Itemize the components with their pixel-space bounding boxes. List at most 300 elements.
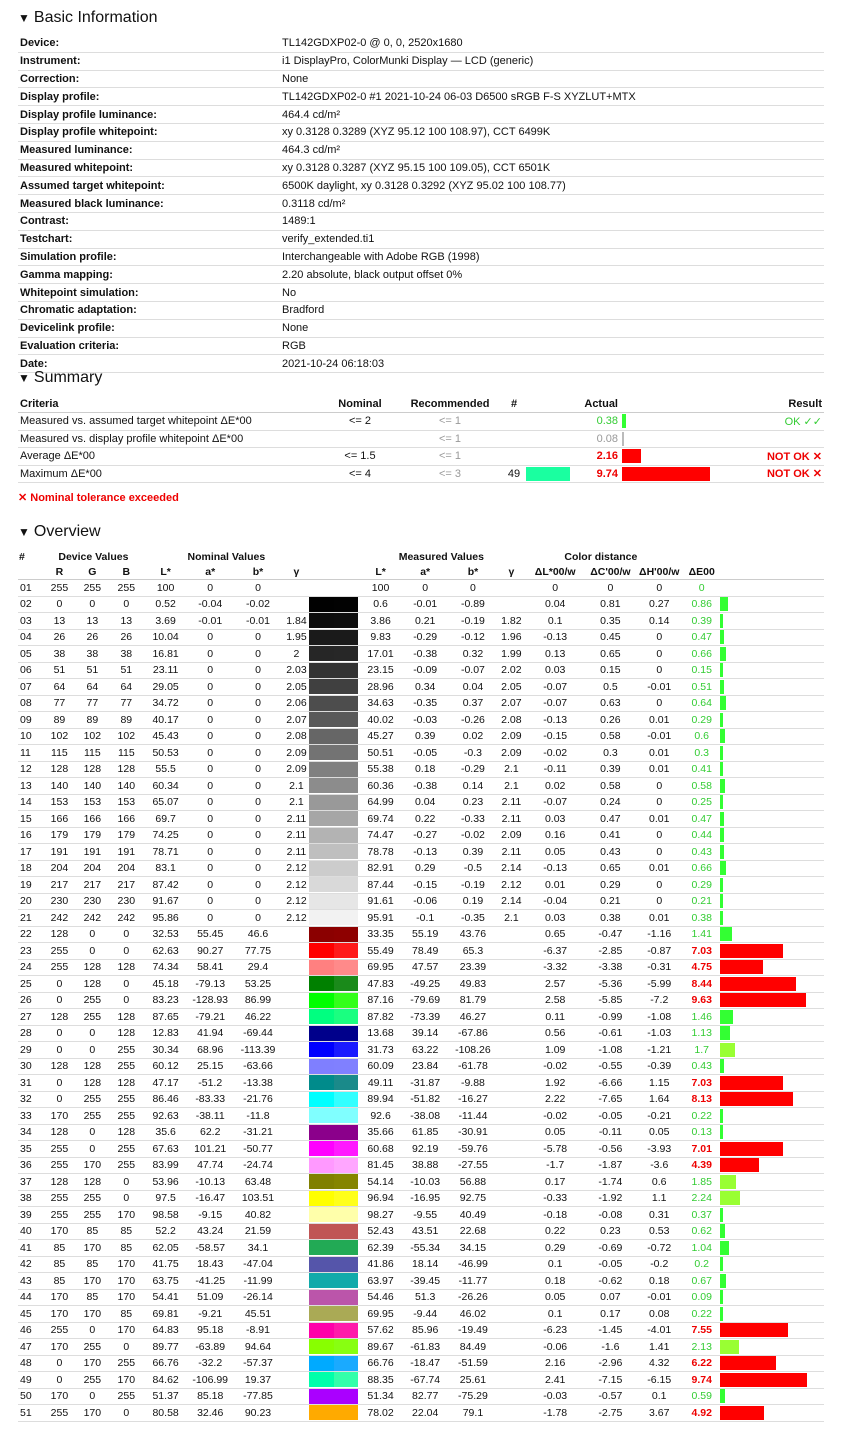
overview-row xyxy=(18,1091,824,1108)
measured-color-swatch xyxy=(334,712,358,727)
ov-col-header: B xyxy=(122,565,131,578)
ov-cell: 69.7 xyxy=(143,811,188,828)
ov-cell: 87.44 xyxy=(358,877,403,894)
ov-de-bar-cell xyxy=(720,596,824,613)
ov-de-bar-cell xyxy=(720,745,824,762)
ov-cell: 255 xyxy=(43,1190,75,1207)
ov-cell: -0.07 xyxy=(447,662,498,679)
ov-cell: 10.04 xyxy=(143,629,188,646)
ov-num: 23 xyxy=(18,943,43,960)
collapse-triangle-icon[interactable]: ▼ xyxy=(18,371,30,385)
ov-col-header: L* xyxy=(160,565,171,578)
collapse-triangle-icon[interactable]: ▼ xyxy=(18,525,30,539)
ov-cell: 2.09 xyxy=(498,728,524,745)
ov-num: 14 xyxy=(18,794,43,811)
ov-cell: 255 xyxy=(75,1108,109,1125)
ov-cell: 0 xyxy=(635,646,684,663)
ov-cell: 87.42 xyxy=(143,877,188,894)
ov-cell: -30.91 xyxy=(447,1124,498,1141)
ov-cell: -0.87 xyxy=(635,943,684,960)
ov-de-bar-cell xyxy=(720,1306,824,1323)
ov-cell: 84.62 xyxy=(143,1372,188,1389)
ov-cell: 77 xyxy=(109,695,143,712)
ov-cell: 140 xyxy=(75,778,109,795)
ov-swatch xyxy=(309,959,358,976)
nominal-color-swatch xyxy=(309,663,333,678)
overview-row xyxy=(18,1322,824,1339)
ov-cell: -8.91 xyxy=(233,1322,284,1339)
ov-cell xyxy=(498,1322,524,1339)
ov-cell: -51.59 xyxy=(447,1355,498,1372)
measured-color-swatch xyxy=(334,1273,358,1288)
measured-color-swatch xyxy=(334,1174,358,1189)
ov-cell: -18.47 xyxy=(403,1355,448,1372)
ov-num: 08 xyxy=(18,695,43,712)
ov-cell: 62.2 xyxy=(188,1124,233,1141)
ov-de: 0.62 xyxy=(684,1223,720,1240)
ov-cell: 170 xyxy=(43,1223,75,1240)
ov-de: 0.67 xyxy=(684,1273,720,1290)
ov-de: 0.44 xyxy=(684,827,720,844)
ov-de-bar-cell xyxy=(720,728,824,745)
ov-de-bar xyxy=(720,713,723,727)
ov-num: 36 xyxy=(18,1157,43,1174)
overview-row xyxy=(18,1025,824,1042)
info-value: Interchangeable with Adobe RGB (1998) xyxy=(280,248,824,266)
ov-cell: 255 xyxy=(43,580,75,597)
ov-cell: 32.46 xyxy=(188,1405,233,1422)
ov-cell: -0.05 xyxy=(586,1108,635,1125)
ov-cell xyxy=(498,1108,524,1125)
ov-cell: 0.19 xyxy=(447,893,498,910)
info-key: Display profile: xyxy=(18,88,280,106)
ov-de-bar xyxy=(720,1043,735,1057)
ov-swatch xyxy=(309,1322,358,1339)
ov-swatch xyxy=(309,811,358,828)
measured-color-swatch xyxy=(334,877,358,892)
ov-cell: 89.77 xyxy=(143,1339,188,1356)
ov-cell: -31.87 xyxy=(403,1075,448,1092)
measured-color-swatch xyxy=(334,679,358,694)
ov-de: 0.66 xyxy=(684,860,720,877)
ov-cell: 242 xyxy=(75,910,109,927)
nominal-color-swatch xyxy=(309,1257,333,1272)
ov-cell: 40.02 xyxy=(358,712,403,729)
measured-color-swatch xyxy=(334,1339,358,1354)
ov-swatch xyxy=(309,1289,358,1306)
nominal-color-swatch xyxy=(309,1108,333,1123)
ov-num: 47 xyxy=(18,1339,43,1356)
ov-cell: 63.75 xyxy=(143,1273,188,1290)
ov-cell: 0.05 xyxy=(524,1289,586,1306)
ov-cell: 0.13 xyxy=(524,646,586,663)
ov-de-bar-cell xyxy=(720,1009,824,1026)
ov-de-bar xyxy=(720,746,723,760)
ov-cell: 128 xyxy=(109,761,143,778)
ov-cell: 13 xyxy=(43,613,75,630)
ov-cell: 0.27 xyxy=(635,596,684,613)
ov-cell: 217 xyxy=(43,877,75,894)
ov-cell: 0.05 xyxy=(635,1124,684,1141)
ov-cell: 45.51 xyxy=(233,1306,284,1323)
ov-cell: 65.3 xyxy=(447,943,498,960)
ov-cell: 2.1 xyxy=(498,910,524,927)
ov-cell: 2.1 xyxy=(498,761,524,778)
summary-count-bar-cell xyxy=(526,430,576,448)
ov-cell: 78.02 xyxy=(358,1405,403,1422)
ov-cell: 85 xyxy=(109,1240,143,1257)
ov-cell: 64 xyxy=(43,679,75,696)
ov-cell: -0.1 xyxy=(403,910,448,927)
ov-de: 4.92 xyxy=(684,1405,720,1422)
overview-row xyxy=(18,926,824,943)
ov-cell: 43.24 xyxy=(188,1223,233,1240)
ov-cell xyxy=(498,926,524,943)
ov-cell: 39.14 xyxy=(403,1025,448,1042)
summary-recommended: <= 1 xyxy=(398,448,502,466)
ov-swatch xyxy=(309,580,358,597)
ov-cell: 0 xyxy=(109,1190,143,1207)
ov-cell: -1.08 xyxy=(586,1042,635,1059)
ov-cell: -0.56 xyxy=(586,1141,635,1158)
ov-cell xyxy=(498,580,524,597)
ov-cell: 0.16 xyxy=(524,827,586,844)
overview-row xyxy=(18,1174,824,1191)
nominal-color-swatch xyxy=(309,1290,333,1305)
ov-num: 18 xyxy=(18,860,43,877)
ov-cell: 86.99 xyxy=(233,992,284,1009)
ov-cell: -0.19 xyxy=(447,877,498,894)
basic-info-heading[interactable]: ▼ Basic Information xyxy=(18,9,158,26)
ov-num: 01 xyxy=(18,580,43,597)
ov-cell: 85.18 xyxy=(188,1388,233,1405)
ov-cell: 128 xyxy=(75,976,109,993)
ov-cell xyxy=(498,1339,524,1356)
ov-cell: 170 xyxy=(109,1273,143,1290)
ov-cell: -1.16 xyxy=(635,926,684,943)
ov-swatch xyxy=(309,646,358,663)
ov-cell: 0.39 xyxy=(586,761,635,778)
ov-cell: 0 xyxy=(233,745,284,762)
ov-cell: 2.05 xyxy=(283,679,309,696)
ov-cell xyxy=(283,992,309,1009)
ov-cell: 0.41 xyxy=(586,827,635,844)
summary-criteria: Average ΔE*00 xyxy=(18,448,322,466)
info-row xyxy=(18,212,824,230)
ov-cell: 0.81 xyxy=(586,596,635,613)
ov-cell xyxy=(498,1355,524,1372)
ov-cell: 0 xyxy=(586,580,635,597)
ov-cell: 23.15 xyxy=(358,662,403,679)
ov-cell: 0.05 xyxy=(524,844,586,861)
ov-cell: -0.62 xyxy=(586,1273,635,1290)
ov-cell: 170 xyxy=(109,1372,143,1389)
ov-cell: -26.26 xyxy=(447,1289,498,1306)
ov-cell: 64.83 xyxy=(143,1322,188,1339)
measured-color-swatch xyxy=(334,1405,358,1420)
ov-cell: -108.26 xyxy=(447,1042,498,1059)
nominal-color-swatch xyxy=(309,861,333,876)
ov-cell xyxy=(283,580,309,597)
ov-de-bar-cell xyxy=(720,794,824,811)
info-row xyxy=(18,52,824,70)
overview-row xyxy=(18,893,824,910)
ov-cell: 52.2 xyxy=(143,1223,188,1240)
ov-cell: -79.21 xyxy=(188,1009,233,1026)
ov-cell: 0.04 xyxy=(403,794,448,811)
ov-num: 22 xyxy=(18,926,43,943)
ov-cell: 0.29 xyxy=(586,877,635,894)
ov-cell: 255 xyxy=(43,943,75,960)
nominal-color-swatch xyxy=(309,580,333,595)
ov-cell: 85 xyxy=(109,1306,143,1323)
ov-cell: 0 xyxy=(109,976,143,993)
ov-cell: 153 xyxy=(109,794,143,811)
ov-num: 17 xyxy=(18,844,43,861)
ov-cell: 255 xyxy=(75,1091,109,1108)
ov-cell: 0.1 xyxy=(524,1256,586,1273)
info-value: 0.3118 cd/m² xyxy=(280,195,824,213)
ov-de-bar-cell xyxy=(720,1273,824,1290)
nominal-color-swatch xyxy=(309,597,333,612)
ov-cell: -0.27 xyxy=(403,827,448,844)
ov-cell: 94.64 xyxy=(233,1339,284,1356)
ov-cell: 0.63 xyxy=(586,695,635,712)
ov-cell: 2.08 xyxy=(283,728,309,745)
ov-cell: 0.6 xyxy=(635,1174,684,1191)
ov-cell xyxy=(283,1108,309,1125)
ov-cell: 47.57 xyxy=(403,959,448,976)
ov-swatch xyxy=(309,728,358,745)
ov-cell: 67.63 xyxy=(143,1141,188,1158)
ov-cell: -0.15 xyxy=(403,877,448,894)
nominal-color-swatch xyxy=(309,630,333,645)
ov-cell: 46.27 xyxy=(447,1009,498,1026)
info-value: TL142GDXP02-0 #1 2021-10-24 06-03 D6500 sRGB F-S XYZLUT+MTX xyxy=(280,88,824,106)
ov-cell: 0.58 xyxy=(586,778,635,795)
nominal-color-swatch xyxy=(309,1059,333,1074)
ov-cell xyxy=(283,1174,309,1191)
ov-cell: 0 xyxy=(188,580,233,597)
ov-cell xyxy=(498,1042,524,1059)
ov-cell: 2.22 xyxy=(524,1091,586,1108)
info-value: Bradford xyxy=(280,301,824,319)
ov-cell: 0 xyxy=(233,728,284,745)
ov-cell: 0 xyxy=(233,629,284,646)
ov-cell: 128 xyxy=(109,1025,143,1042)
ov-cell: 0 xyxy=(188,745,233,762)
overview-row xyxy=(18,844,824,861)
ov-de: 0.2 xyxy=(684,1256,720,1273)
ov-cell: 0 xyxy=(635,794,684,811)
ov-cell: 2.12 xyxy=(498,877,524,894)
ov-cell xyxy=(283,1009,309,1026)
ov-cell: 179 xyxy=(109,827,143,844)
ov-de-bar-cell xyxy=(720,827,824,844)
summary-table xyxy=(18,396,824,483)
ov-cell: 0.1 xyxy=(524,613,586,630)
ov-de-bar xyxy=(720,1109,723,1123)
ov-de: 7.01 xyxy=(684,1141,720,1158)
ov-cell: 79.1 xyxy=(447,1405,498,1422)
ov-de-bar-cell xyxy=(720,893,824,910)
ov-cell: 0 xyxy=(188,844,233,861)
ov-cell: 0 xyxy=(109,926,143,943)
ov-cell: -9.44 xyxy=(403,1306,448,1323)
ov-cell: -69.44 xyxy=(233,1025,284,1042)
ov-de-bar xyxy=(720,1059,724,1073)
ov-cell: 0 xyxy=(109,992,143,1009)
ov-cell: 18.14 xyxy=(403,1256,448,1273)
measured-color-swatch xyxy=(334,1026,358,1041)
ov-cell: -13.38 xyxy=(233,1075,284,1092)
ov-cell: -0.13 xyxy=(524,860,586,877)
info-value: No xyxy=(280,284,824,302)
ov-col-header: ΔE00 xyxy=(688,565,715,578)
ov-cell: -1.7 xyxy=(524,1157,586,1174)
ov-cell: 170 xyxy=(43,1388,75,1405)
ov-de: 0.39 xyxy=(684,613,720,630)
ov-de: 0.43 xyxy=(684,844,720,861)
summary-actual-bar-cell xyxy=(620,465,716,483)
overview-row xyxy=(18,1141,824,1158)
ov-cell: -9.88 xyxy=(447,1075,498,1092)
summary-actual-bar xyxy=(622,414,626,428)
info-row xyxy=(18,230,824,248)
ov-cell xyxy=(283,1240,309,1257)
overview-row xyxy=(18,1075,824,1092)
ov-cell: 13 xyxy=(75,613,109,630)
overview-row xyxy=(18,1405,824,1422)
ov-cell xyxy=(498,1190,524,1207)
nominal-color-swatch xyxy=(309,778,333,793)
ov-num: 10 xyxy=(18,728,43,745)
info-key: Evaluation criteria: xyxy=(18,337,280,355)
ov-de-bar-cell xyxy=(720,1240,824,1257)
ov-cell: 0.17 xyxy=(524,1174,586,1191)
measured-color-swatch xyxy=(334,1207,358,1222)
ov-cell: 128 xyxy=(109,959,143,976)
ov-cell: 128 xyxy=(109,1009,143,1026)
ov-cell: -67.86 xyxy=(447,1025,498,1042)
ov-de-bar xyxy=(720,828,724,842)
ov-de-bar xyxy=(720,1274,726,1288)
ov-swatch xyxy=(309,695,358,712)
ov-cell: 0.65 xyxy=(586,860,635,877)
measured-color-swatch xyxy=(334,811,358,826)
ov-cell: 255 xyxy=(109,1091,143,1108)
ov-cell: 0.22 xyxy=(403,811,448,828)
ov-de-bar-cell xyxy=(720,1025,824,1042)
info-key: Date: xyxy=(18,355,280,373)
ov-cell: 0.08 xyxy=(635,1306,684,1323)
ov-num: 40 xyxy=(18,1223,43,1240)
overview-row xyxy=(18,1108,824,1125)
ov-cell: 54.41 xyxy=(143,1289,188,1306)
ov-cell: -0.29 xyxy=(447,761,498,778)
ov-cell: 0.14 xyxy=(447,778,498,795)
ov-de: 0.13 xyxy=(684,1124,720,1141)
ov-cell: 97.5 xyxy=(143,1190,188,1207)
ov-cell xyxy=(498,1141,524,1158)
info-key: Whitepoint simulation: xyxy=(18,284,280,302)
ov-cell xyxy=(498,596,524,613)
ov-de-bar xyxy=(720,911,723,925)
ov-de: 1.04 xyxy=(684,1240,720,1257)
ov-cell: 128 xyxy=(75,761,109,778)
ov-de-bar-cell xyxy=(720,926,824,943)
nominal-color-swatch xyxy=(309,1339,333,1354)
ov-cell: 217 xyxy=(75,877,109,894)
collapse-triangle-icon[interactable]: ▼ xyxy=(18,11,30,25)
ov-cell: 77 xyxy=(75,695,109,712)
ov-cell xyxy=(283,1025,309,1042)
ov-de-bar xyxy=(720,1224,726,1238)
ov-cell: 217 xyxy=(109,877,143,894)
ov-cell: 29.05 xyxy=(143,679,188,696)
ov-num: 49 xyxy=(18,1372,43,1389)
ov-cell: 255 xyxy=(75,1190,109,1207)
ov-cell: 64.99 xyxy=(358,794,403,811)
ov-cell: 38 xyxy=(75,646,109,663)
measured-color-swatch xyxy=(334,696,358,711)
measured-color-swatch xyxy=(334,1306,358,1321)
ov-cell: 0.03 xyxy=(524,910,586,927)
measured-color-swatch xyxy=(334,613,358,628)
overview-row xyxy=(18,646,824,663)
ov-cell: 33.35 xyxy=(358,926,403,943)
ov-de: 0.21 xyxy=(684,893,720,910)
ov-cell: 2.14 xyxy=(498,860,524,877)
ov-cell: 0.1 xyxy=(524,1306,586,1323)
ov-cell: -0.19 xyxy=(447,613,498,630)
ov-cell: 0 xyxy=(233,794,284,811)
nominal-color-swatch xyxy=(309,646,333,661)
ov-de-bar xyxy=(720,729,725,743)
overview-heading[interactable]: ▼ Overview xyxy=(18,523,101,540)
ov-cell: -3.93 xyxy=(635,1141,684,1158)
ov-cell: 166 xyxy=(43,811,75,828)
ov-cell: 0.26 xyxy=(586,712,635,729)
ov-cell: -0.01 xyxy=(233,613,284,630)
ov-cell xyxy=(498,1273,524,1290)
ov-de-bar xyxy=(720,1257,723,1271)
ov-cell: -0.03 xyxy=(524,1388,586,1405)
measured-color-swatch xyxy=(334,1224,358,1239)
ov-cell: -0.02 xyxy=(524,1108,586,1125)
ov-de-bar-cell xyxy=(720,910,824,927)
ov-group-nominal: Nominal Values xyxy=(187,550,266,563)
info-row xyxy=(18,141,824,159)
ov-cell: 0 xyxy=(233,761,284,778)
ov-cell: -67.74 xyxy=(403,1372,448,1389)
ov-group-distance: Color distance xyxy=(564,550,638,563)
ov-cell: 0 xyxy=(524,580,586,597)
ov-cell: 63.97 xyxy=(358,1273,403,1290)
ov-cell: -1.6 xyxy=(586,1339,635,1356)
ov-cell: -0.01 xyxy=(188,613,233,630)
ov-cell: 255 xyxy=(109,1042,143,1059)
ov-cell: -46.99 xyxy=(447,1256,498,1273)
ov-num: 44 xyxy=(18,1289,43,1306)
ov-cell: -2.75 xyxy=(586,1405,635,1422)
ov-cell: 49.11 xyxy=(358,1075,403,1092)
ov-cell: 0 xyxy=(75,1025,109,1042)
ov-cell: 43.76 xyxy=(447,926,498,943)
ov-cell: 83.99 xyxy=(143,1157,188,1174)
summary-heading[interactable]: ▼ Summary xyxy=(18,369,103,386)
ov-swatch xyxy=(309,1240,358,1257)
